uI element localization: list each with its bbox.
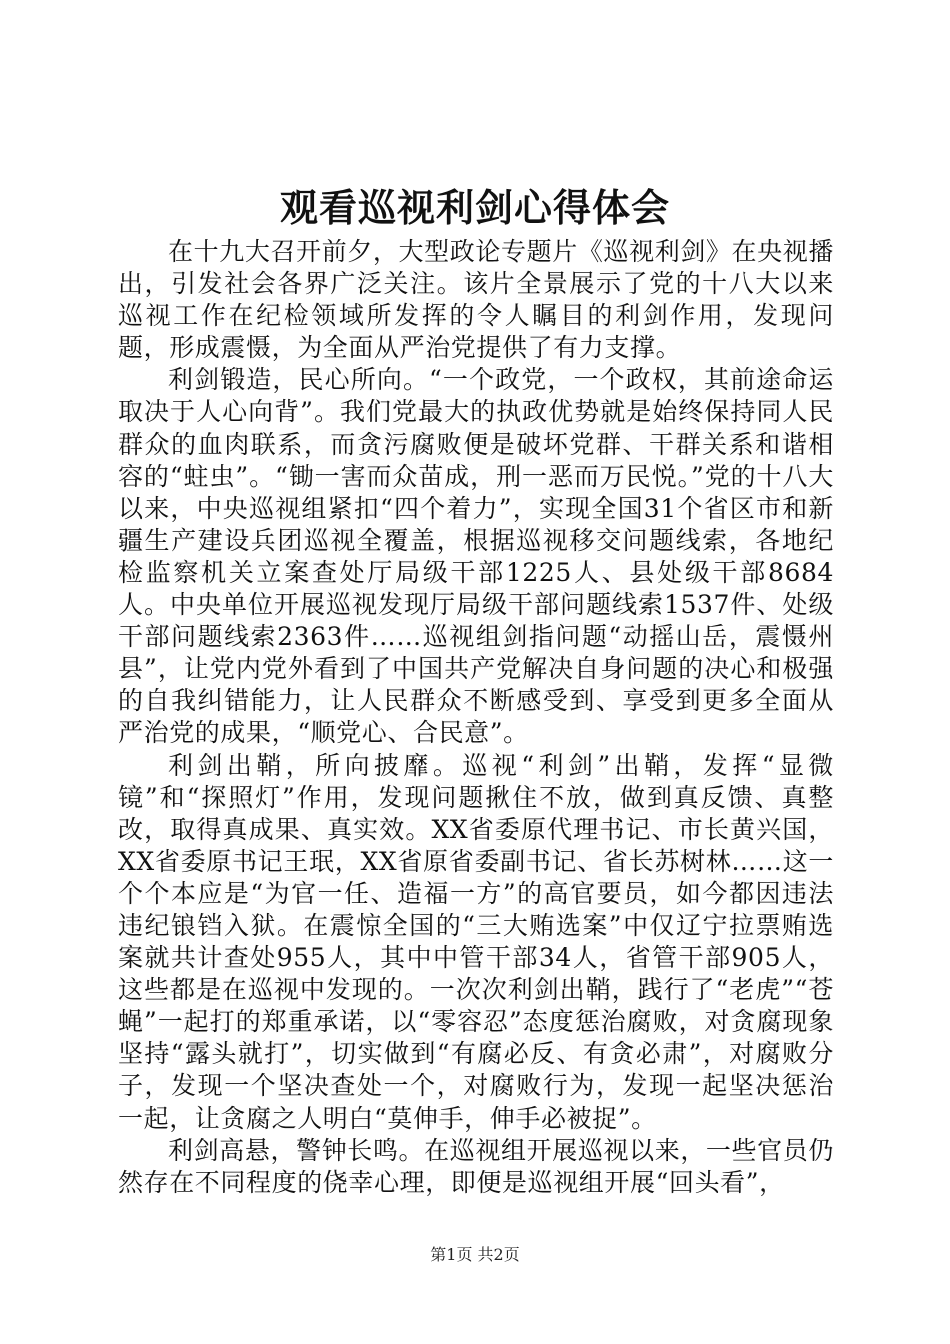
document-body — [118, 236, 834, 1199]
paragraph-4: 利剑高悬，警钟长鸣。在巡视组开展巡视以来，一些官员仍然存在不同程度的侥幸心理，即便是巡视组开展“回头看”， — [118, 1135, 834, 1197]
paragraph-1: 在十九大召开前夕，大型政论专题片《巡视利剑》在央视播出，引发社会各界广泛关注。该片全景展示了党的十八大以来巡视工作在纪检领域所发挥的令人瞩目的利剑作用，发现问题，形成震慑，为全面从严治党提供了有力支撑。 — [118, 237, 834, 363]
paragraph-2: 利剑锻造，民心所向。“一个政党，一个政权，其前途命运取决于人心向背”。我们党最大的执政优势就是始终保持同人民群众的血肉联系，而贪污腐败便是破坏党群、干群关系和谐相容的“蛀虫”。“锄一害而众苗成，刑一恶而万民悦。”党的十八大以来，中央巡视组紧扣“四个着力”，实现全国31个省区市和新疆生产建设兵团巡视全覆盖，根据巡视移交问题线索，各地纪检监察机关立案查处厅局级干部1225人、县处级干部8684人。中央单位开展巡视发现厅局级干部问题线索1537件、处级干部问题线索2363件……巡视组剑指问题“动摇山岳，震慑州县”，让党内党外看到了中国共产党解决自身问题的决心和极强的自我纠错能力，让人民群众不断感受到、享受到更多全面从严治党的成果，“顺党心、合民意”。 — [118, 365, 834, 748]
page-number-footer: 第1页 共2页 — [430, 1245, 520, 1264]
document-title: 观看巡视利剑心得体会 — [279, 185, 670, 230]
paragraph-3: 利剑出鞘，所向披靡。巡视“利剑”出鞘，发挥“显微镜”和“探照灯”作用，发现问题揪住不放，做到真反馈、真整改，取得真成果、真实效。XX省委原代理书记、市长黄兴国，XX省委原书记王珉，XX省原省委副书记、省长苏树林……这一个个本应是“为官一任、造福一方”的高官要员，如今都因违法违纪锒铛入狱。在震惊全国的“三大贿选案”中仅辽宁拉票贿选案就共计查处955人，其中中管干部34人，省管干部905人，这些都是在巡视中发现的。一次次利剑出鞘，践行了“老虎”“苍蝇”一起打的郑重承诺，以“零容忍”态度惩治腐败，对贪腐现象坚持“露头就打”，切实做到“有腐必反、有贪必肃”，对腐败分子，发现一个坚决查处一个，对腐败行为，发现一起坚决惩治一起，让贪腐之人明白“莫伸手，伸手必被捉”。 — [118, 750, 834, 1133]
